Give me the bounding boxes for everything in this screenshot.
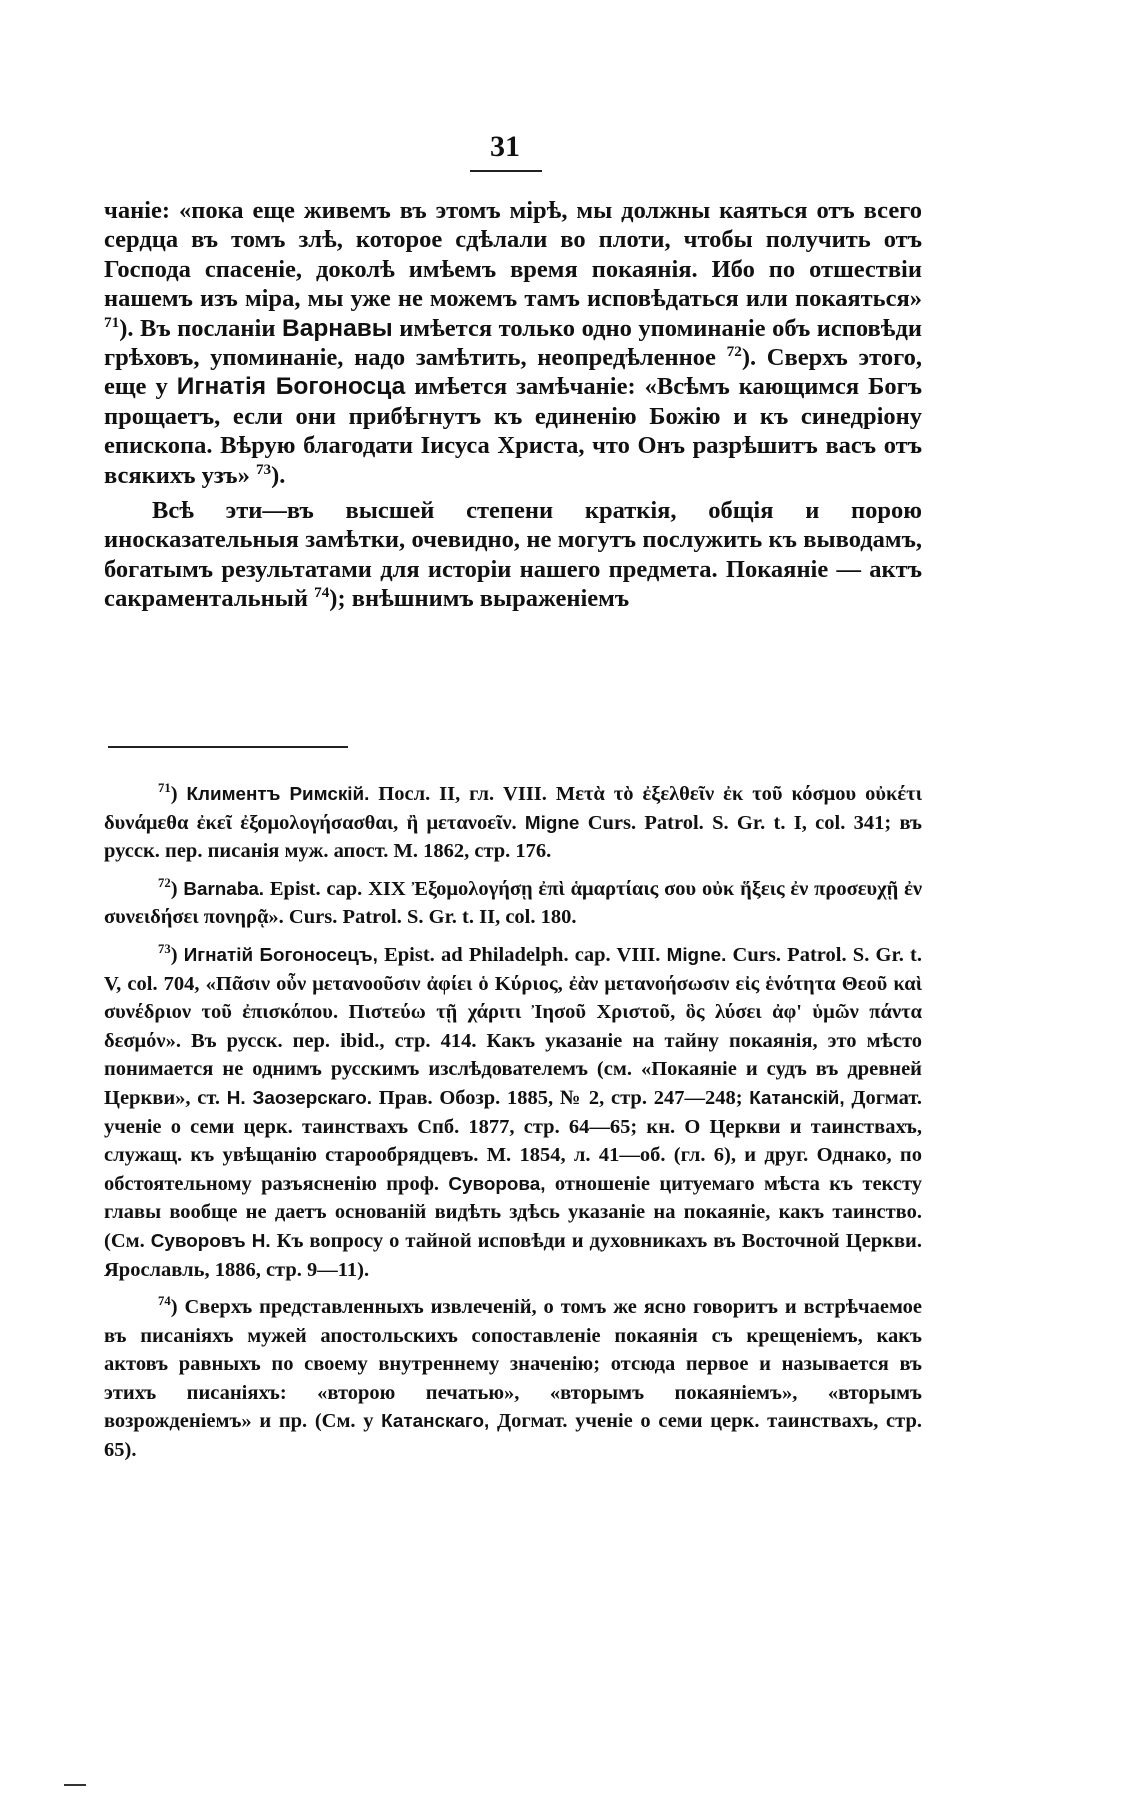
main-text bbox=[104, 196, 922, 614]
footnote-text: отношеніе цитуемаго мѣста къ тексту главы вообще не даетъ основаній видѣть здѣсь указаніе на покаяніе, какъ таинство. (См. bbox=[104, 1172, 922, 1252]
body-emphasis: Варнавы bbox=[282, 314, 393, 342]
body-text: имѣется только одно упоминаніе объ исповѣди грѣховъ, упоминаніе, надо замѣтить, неопредѣленное bbox=[104, 314, 923, 372]
footnote-emphasis: Игнатій Богоносецъ, bbox=[183, 943, 378, 965]
corner-mark bbox=[64, 1784, 86, 1786]
footnote bbox=[104, 941, 922, 1284]
footnote-text: Посл. II, гл. VIII. Μετὰ τὸ ἐξελθεῖν ἐκ τοῦ κόσμου οὐκέτι δυνάμεθα ἐκεῖ ἐξομολογήσασθαι, ἢ μετανοεῖν. bbox=[104, 783, 922, 834]
footnote bbox=[104, 1293, 922, 1465]
footnote-ref-number: 74 bbox=[158, 1294, 171, 1309]
footnote-text: Догмат. ученіе о семи церк. таинствахъ Спб. 1877, стр. 64—65; кн. О Церкви и таинствахъ, служащ. къ увѣщанію старообрядцевъ. М. 1854, л. 41—об. (гл. 6), и друг. Однако, по обстоятельному разъясненію проф. bbox=[104, 1086, 922, 1195]
footnote bbox=[104, 780, 922, 866]
footnote-text: Epist. cap. XIX Ἐξομολογήσῃ ἐπὶ ἁμαρτίαις σου οὐκ ἥξεις ἐν προσευχῇ ἐν συνειδήσει πονηρᾷ». Curs. Patrol. S. Gr. t. II, col. 180. bbox=[104, 877, 922, 929]
footnote-text: ) bbox=[170, 943, 184, 966]
footnote-divider bbox=[108, 746, 348, 748]
footnote-text: Curs. Patrol. S. Gr. t. V, col. 704, «Πᾶσιν οὖν μετανοοῦσιν ἀφίει ὁ Κύριος, ἐὰν μετανοήσωσιν εἰς ἑνότητα Θεοῦ καὶ συνέδριον τοῦ ἐπισκόπου. Πιστεύω τῇ χάριτι Ἰησοῦ Χριστοῦ, ὃς λύσει ἀφ' ὑμῶν πάντα δεσμόν». Въ русск. пер. ibid., стр. 414. Какъ указаніе на тайну покаянія, это мѣсто понимается не однимъ русскимъ изслѣдователемъ (см. «Покаяніе и судъ въ древней Церкви», ст. bbox=[104, 943, 922, 1109]
body-paragraph bbox=[104, 196, 922, 490]
footnote-emphasis: Barnaba. bbox=[183, 877, 265, 899]
body-ref-number: 71 bbox=[104, 313, 120, 331]
footnotes bbox=[104, 780, 922, 1465]
footnote-emphasis: Суворова, bbox=[448, 1172, 546, 1194]
footnote-emphasis: Суворовъ Н. bbox=[150, 1229, 271, 1251]
footnote-emphasis: Катанскій, bbox=[749, 1086, 845, 1108]
footnote-emphasis: Migne bbox=[524, 811, 580, 833]
footnote-emphasis: Климентъ Римскій. bbox=[186, 783, 370, 804]
body-paragraph bbox=[104, 496, 922, 614]
body-ref-number: 74 bbox=[314, 584, 330, 602]
body-text: ). Сверхъ этого, еще у bbox=[104, 344, 922, 401]
body-text: ). bbox=[271, 461, 286, 489]
footnote-ref-number: 73 bbox=[158, 942, 171, 957]
footnote-text: ) bbox=[170, 877, 184, 900]
footnote-text: Прав. Обозр. 1885, № 2, стр. 247—248; bbox=[372, 1086, 750, 1109]
body-ref-number: 73 bbox=[255, 460, 272, 478]
footnote-text: Curs. Patrol. S. Gr. t. I, col. 341; въ русск. пер. писанія муж. апост. М. 1862, стр. 176. bbox=[104, 811, 922, 863]
footnote-text: Догмат. ученіе о семи церк. таинствахъ, стр. 65). bbox=[104, 1410, 922, 1462]
footnote-text: ) bbox=[170, 783, 187, 805]
footnote-emphasis: Н. Заозерскаго. bbox=[226, 1086, 373, 1108]
body-text: ). Въ посланіи bbox=[119, 314, 283, 342]
footnote-ref-number: 72 bbox=[158, 875, 171, 890]
footnote-emphasis: Migne. bbox=[666, 943, 727, 965]
footnote-emphasis: Катанскаго, bbox=[381, 1410, 490, 1432]
body-text: ); внѣшнимъ выраженіемъ bbox=[329, 585, 630, 613]
body-text: имѣется замѣчаніе: «Всѣмъ кающимся Богъ прощаетъ, если они прибѣгнутъ къ единенію Божію и къ синедріону епископа. Вѣрую благодати Іисуса Христа, что Онъ разрѣшитъ васъ отъ всякихъ узъ» bbox=[104, 373, 922, 489]
footnote-text: ) Сверхъ представленныхъ извлеченій, о томъ же ясно говоритъ и встрѣчаемое въ писаніяхъ мужей апостольскихъ сопоставленіе покаянія съ крещеніемъ, какъ актовъ равныхъ по своему внутреннему значенію; отсюда первое и называется въ этихъ писаніяхъ: «второю печатью», «вторымъ покаяніемъ», «вторымъ возрожденіемъ» и пр. (См. у bbox=[104, 1296, 922, 1433]
footnote-text: Къ вопросу о тайной исповѣди и духовникахъ въ Восточной Церкви. Ярославль, 1886, стр. 9—11). bbox=[104, 1229, 922, 1281]
footnote-ref-number: 71 bbox=[158, 781, 171, 796]
page-number-underline bbox=[470, 170, 542, 172]
body-text: чаніе: «пока еще живемъ въ этомъ мірѣ, мы должны каяться отъ всего сердца въ томъ злѣ, которое сдѣлали во плоти, чтобы получить отъ Господа спасеніе, доколѣ имѣемъ время покаянія. Ибо по отшествіи нашемъ изъ міра, мы уже не можемъ тамъ исповѣдаться или покаяться» bbox=[104, 197, 922, 313]
body-emphasis: Игнатія Богоносца bbox=[176, 373, 406, 401]
body-ref-number: 72 bbox=[726, 342, 742, 360]
page-number: 31 bbox=[490, 130, 520, 163]
body-text: Всѣ эти—въ высшей степени краткія, общія и порою иносказательныя замѣтки, очевидно, не могутъ послужить къ выводамъ, богатымъ результатами для исторіи нашего предмета. Покаяніе — актъ сакраментальный bbox=[104, 497, 922, 613]
footnote-text: Epist. ad Philadelph. cap. VIII. bbox=[377, 943, 667, 966]
footnote bbox=[104, 875, 922, 932]
